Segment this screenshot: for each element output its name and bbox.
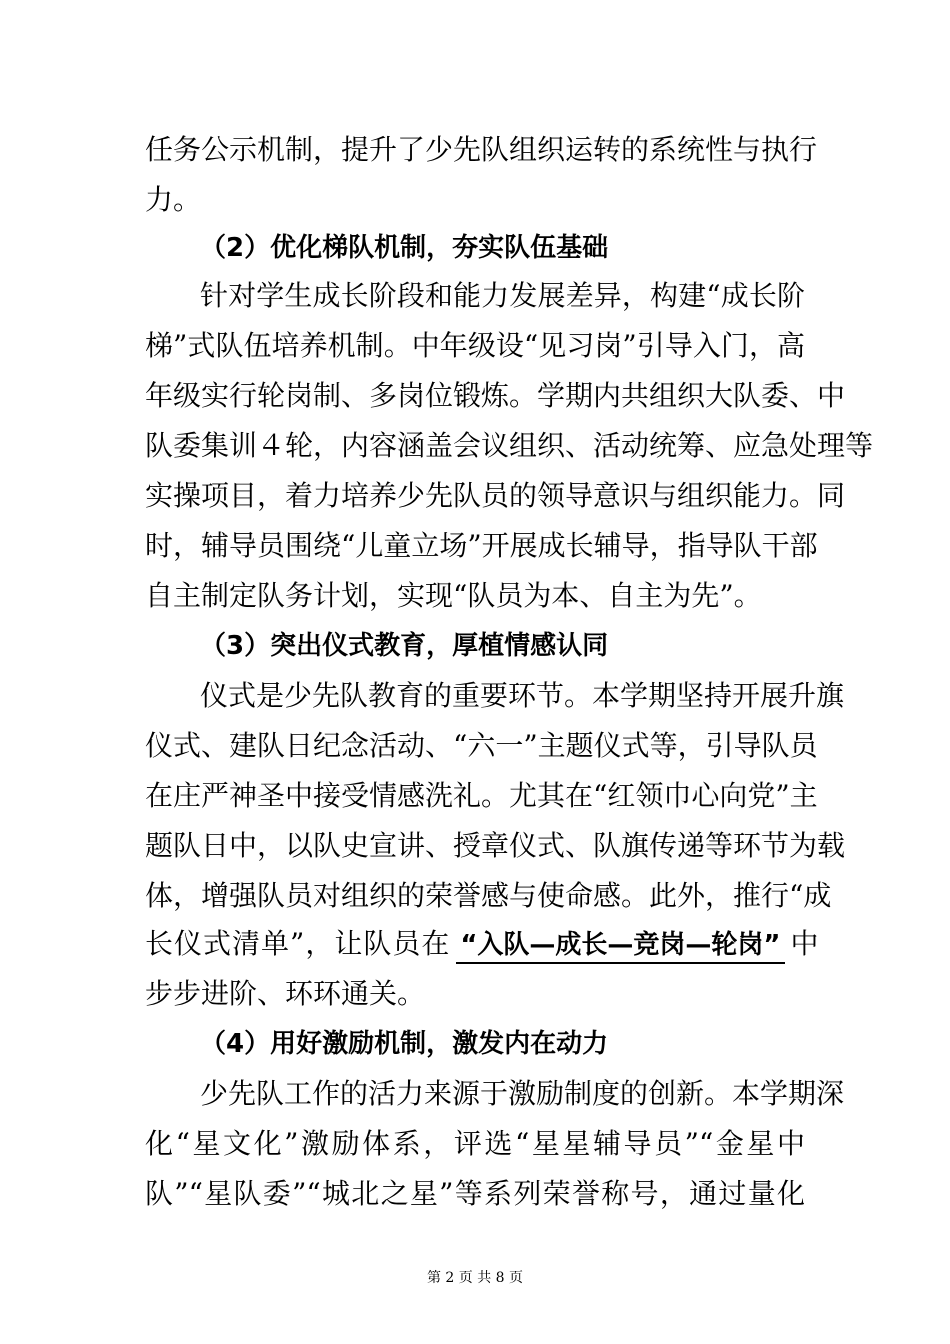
intro-line-1: 任务公示机制，提升了少先队组织运转的系统性与执行 (145, 133, 818, 166)
section-4-heading: （4）用好激励机制，激发内在动力 (200, 1029, 609, 1059)
section-3-line-7: 步步进阶、环环通关。 (145, 977, 426, 1010)
section-2-line-6: 时，辅导员围绕“儿童立场”开展成长辅导，指导队干部 (145, 529, 818, 562)
section-3-line-6 (145, 924, 819, 964)
section-2-line-2: 梯”式队伍培养机制。中年级设“见习岗”引导入门，高 (145, 329, 805, 362)
section-4-line-1: 少先队工作的活力来源于激励制度的创新。本学期深 (200, 1077, 845, 1110)
section-2-line-4: 队委集训４轮，内容涵盖会议组织、活动统筹、应急处理等 (145, 429, 874, 462)
section-3-heading: （3）突出仪式教育，厚植情感认同 (200, 631, 609, 661)
intro-line-2: 力。 (145, 183, 202, 216)
section-2-line-5: 实操项目，着力培养少先队员的领导意识与组织能力。同 (145, 479, 846, 512)
section-2-line-7: 自主制定队务计划，实现“队员为本、自主为先”。 (145, 579, 762, 612)
section-3-line-6-before: 长仪式清单”，让队员在 (145, 927, 451, 960)
section-3-line-3: 在庄严神圣中接受情感洗礼。尤其在“红领巾心向党”主 (145, 779, 818, 812)
section-4-line-2: 化“星文化”激励体系，评选“星星辅导员”“金星中 (145, 1127, 805, 1160)
section-2-line-1: 针对学生成长阶段和能力发展差异，构建“成长阶 (200, 279, 805, 312)
section-4-line-3: 队”“星队委”“城北之星”等系列荣誉称号，通过量化 (145, 1177, 805, 1210)
section-3-line-2: 仪式、建队日纪念活动、“六一”主题仪式等，引导队员 (145, 729, 818, 762)
section-3-line-4: 题队日中，以队史宣讲、授章仪式、队旗传递等环节为载 (145, 829, 846, 862)
section-3-line-1: 仪式是少先队教育的重要环节。本学期坚持开展升旗 (200, 679, 845, 712)
section-3-line-6-after: 中 (790, 927, 819, 960)
section-2-line-3: 年级实行轮岗制、多岗位锻炼。学期内共组织大队委、中 (145, 379, 846, 412)
section-2-heading: （2）优化梯队机制，夯实队伍基础 (200, 233, 609, 263)
underlined-phrase: “入队—成长—竞岗—轮岗” (456, 928, 784, 964)
section-3-line-5: 体，增强队员对组织的荣誉感与使命感。此外，推行“成 (145, 879, 832, 912)
page-number-footer: 第 2 页 共 8 页 (426, 1270, 524, 1286)
